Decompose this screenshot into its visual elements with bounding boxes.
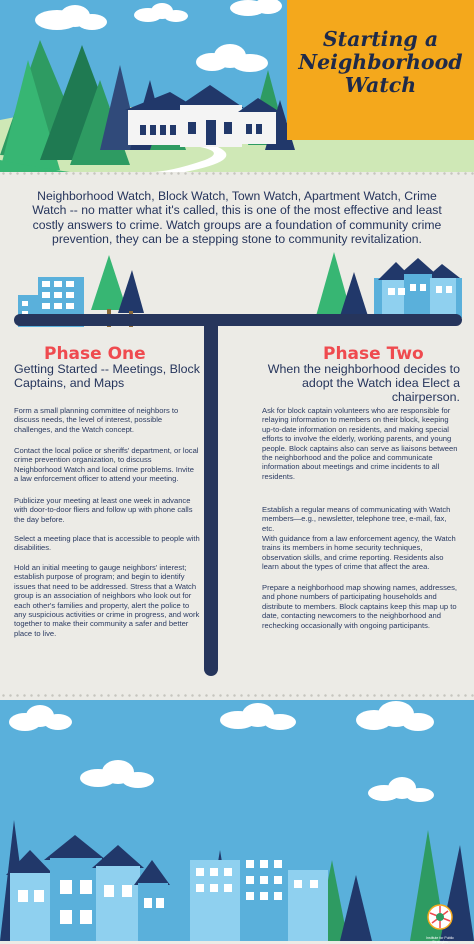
timeline-vertical-bar: [204, 320, 218, 676]
logo: [422, 903, 458, 944]
logo-icon: [422, 903, 458, 931]
title-line: Starting a: [322, 27, 439, 51]
title-line: Watch: [344, 73, 417, 97]
phase-one-paragraph: Publicize your meeting at least one week in advance with door-to-door fliers and follow up with phone calls the day before.: [14, 496, 193, 524]
phase-two-paragraph: Ask for block captain volunteers who are responsible for relaying information to members on their block, keeping up-to-date information on residents, and making special efforts to involve the elderly, working parents, and young people. Block captains also can serve as liaisons between the neighborhood and the police and communicate information about meetings and crime incidents to all residents.: [262, 406, 458, 481]
phase-one-paragraph: Contact the local police or sheriffs' department, or local crime prevention organization, to discuss Neighborhood Watch and local crime problems. Invite a law enforcement officer to attend your meeting.: [14, 446, 199, 484]
dotted-divider: [0, 692, 474, 700]
phase-one-paragraph: Hold an initial meeting to gauge neighbors' interest; establish purpose of program; and begin to identify issues that need to be addressed. Stress that a Watch group is an association of neighbors who look out for each other's families and property, alert the police to any suspicious activities or crime in progress, and work together to make their community a safer and better place to live.: [14, 563, 200, 638]
cloud-icon: [35, 0, 282, 72]
title-line: Neighborhood: [298, 50, 463, 74]
timeline-horizontal-bar: [14, 314, 462, 326]
right-houses-illustration: [312, 252, 462, 318]
phase-two-paragraph: With guidance from a law enforcement agency, the Watch trains its members in home security techniques, observation skills, and crime reporting. Residents also learn about the types of crime that affect the area.: [262, 534, 456, 572]
cloud-icon: [9, 701, 434, 802]
phase-one-title: Phase One: [44, 344, 146, 364]
phase-one-paragraph: Form a small planning committee of neighbors to discuss needs, the level of interest, possible challenges, and the Watch concept.: [14, 406, 179, 434]
intro-text: Neighborhood Watch, Block Watch, Town Watch, Apartment Watch, Crime Watch -- no matter what it's called, this is one of the most effective and least costly answers to crime. Watch groups are a foundation of community crime prevention, they can be a stepping stone to community revitalization.: [32, 189, 442, 247]
phase-one-subtitle: Getting Started -- Meetings, Block Captains, and Maps: [14, 362, 200, 390]
footer-illustration: [0, 700, 474, 941]
page-title: [287, 28, 474, 97]
phase-two-paragraph: Establish a regular means of communicating with Watch members—e.g., newsletter, telephone tree, e-mail, fax, etc.: [262, 505, 451, 533]
logo-text: Institute for Public Strategies: [426, 936, 454, 944]
phase-two-subtitle: When the neighborhood decides to adopt the Watch idea Elect a chairperson.: [267, 362, 460, 404]
phase-one-paragraph: Select a meeting place that is accessible to people with disabilities.: [14, 534, 200, 553]
phase-two-title: Phase Two: [323, 344, 424, 364]
dotted-divider: [0, 170, 474, 178]
phase-two-paragraph: Prepare a neighborhood map showing names, addresses, and phone numbers of participating households and distribute to members. Block captains keep this map up to date, contacting newcomers to the neighborhood and rechecking occasionally with ongoing participants.: [262, 583, 458, 630]
